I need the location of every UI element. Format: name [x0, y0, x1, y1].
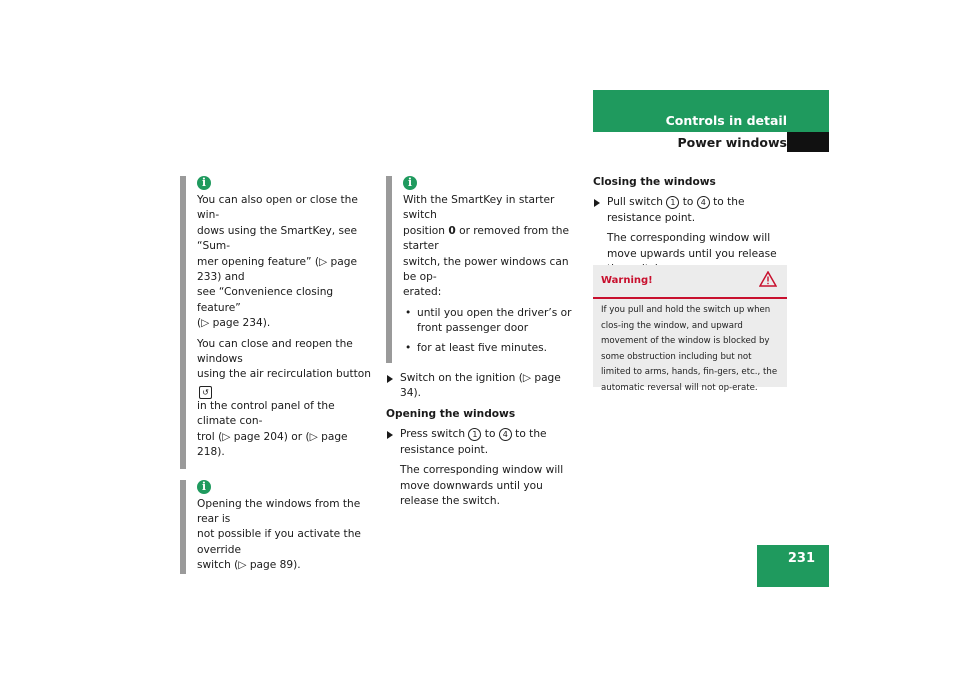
info-icon: i — [197, 176, 211, 190]
info-bar — [180, 480, 186, 574]
info-bar — [180, 176, 186, 469]
warning-box — [593, 265, 787, 393]
switch-number-1: 1 — [666, 196, 679, 209]
warning-header — [593, 265, 787, 299]
header-band — [593, 90, 829, 132]
info-text: You can also open or close the win- dows using the SmartKey, see “Sum- mer opening feature” (▷ page 233) and see “Convenience closing feature” (▷ page 234). — [197, 194, 358, 330]
warning-label: Warning! — [601, 275, 653, 286]
info-text-override: Opening the windows from the rear is not possible if you activate the override switch (▷ page 89). — [197, 497, 361, 572]
step-press-switch: Press switch 1 to 4 to the resistance point. — [386, 427, 581, 458]
switch-number-4: 4 — [697, 196, 710, 209]
switch-number-1: 1 — [468, 428, 481, 441]
step-pull-switch: Pull switch 1 to 4 to the resistance point. — [593, 195, 787, 226]
page-number-box — [757, 545, 829, 587]
info-block-override — [180, 480, 375, 574]
condition-list — [403, 306, 581, 356]
step-result: The corresponding window will move upwards until you release — [607, 232, 777, 260]
air-recirculation-icon: ↺ — [199, 386, 212, 399]
header-black-block — [787, 132, 829, 152]
info-bar — [386, 176, 392, 363]
column-1 — [180, 175, 375, 579]
info-icon: i — [197, 480, 211, 494]
warning-triangle-icon — [759, 271, 777, 287]
info-text-recirculation: You can close and reopen the windows using the air recirculation button ↺ in the control panel of the climate con- trol (▷ page 204) or (▷ page 218). — [197, 337, 371, 459]
list-item: • for at least five minutes. — [403, 341, 581, 356]
info-block-smartkey — [180, 176, 375, 469]
step-ignition: Switch on the ignition (▷ page 34). — [386, 371, 581, 402]
section-title: Controls in detail — [665, 113, 787, 128]
subsection-title: Power windows — [677, 135, 787, 150]
heading-opening: Opening the windows — [386, 407, 516, 420]
info-text: With the SmartKey in starter switch position 0 or removed from the starter switch, the power windows can be op- erated: — [403, 194, 570, 299]
warning-text: If you pull and hold the switch up when clos-ing the window, and upward movement of the window is blocked by some obstruction including but not limited to arms, hands, fin-gers, etc., the automatic reversal will not op-erate. — [601, 305, 778, 393]
heading-closing: Closing the windows — [593, 176, 716, 188]
switch-number-4: 4 — [499, 428, 512, 441]
page-number: 231 — [787, 551, 815, 566]
step-result: The corresponding window will move downwards until you release the switch. — [400, 464, 564, 507]
subsection-bar — [593, 132, 787, 152]
info-block-starter-switch — [386, 176, 581, 363]
info-icon: i — [403, 176, 417, 190]
list-item: • until you open the driver’s or front passenger door — [403, 306, 581, 337]
column-2 — [386, 175, 581, 514]
